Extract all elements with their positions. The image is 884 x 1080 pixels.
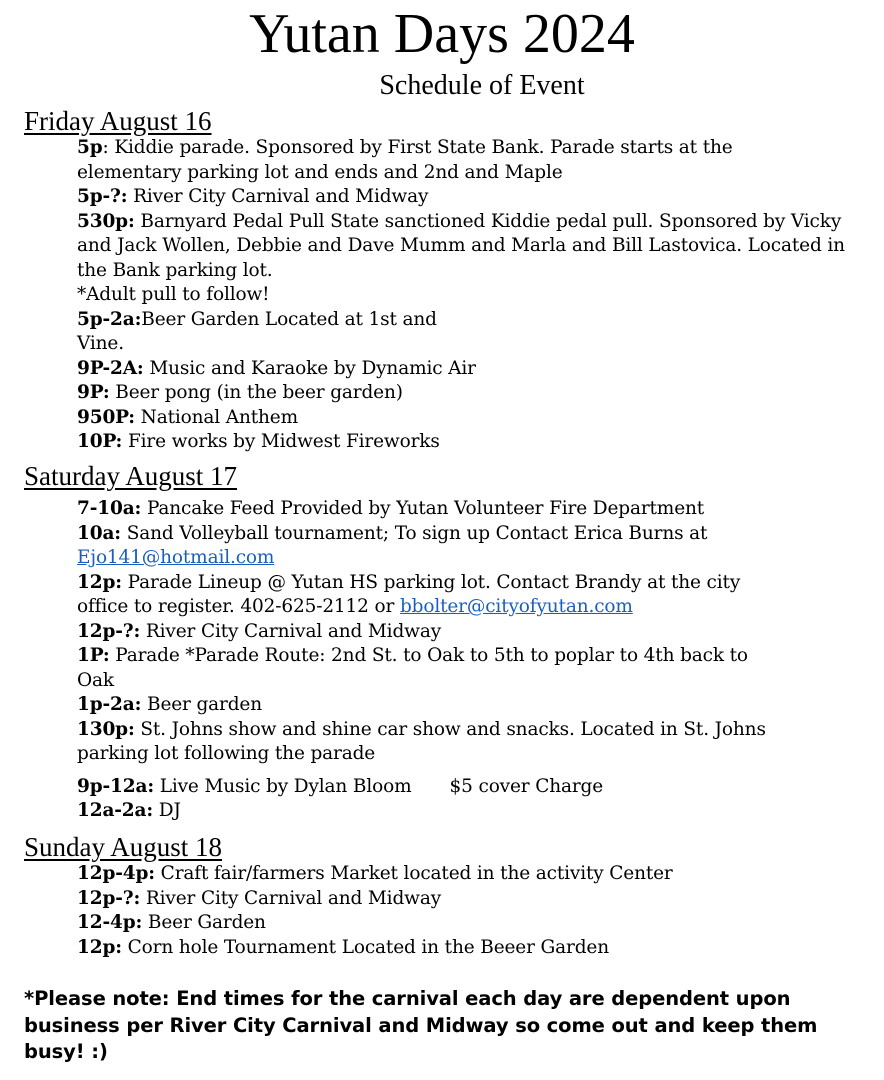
event-item [77,862,867,887]
event-item [77,693,867,718]
event-item [77,644,777,693]
day-heading-friday: Friday August 16 [24,106,212,136]
event-list-sunday [77,862,867,960]
event-description: Beer garden [141,694,262,715]
event-time: 530p: [77,210,135,232]
event-item [77,911,867,936]
event-item [77,430,867,455]
event-item [77,185,867,210]
event-description: Beer Garden [142,912,266,933]
event-description: River City Carnival and Midway [127,186,429,207]
event-time: 1P: [77,645,110,666]
event-time: 12p: [77,571,122,593]
event-item [77,381,867,406]
event-description: DJ [153,800,181,821]
event-item [77,799,867,824]
event-description: River City Carnival and Midway [140,887,442,909]
event-item [77,887,867,912]
event-time: 5p [77,137,103,158]
event-item [77,936,867,961]
event-time: 130p: [77,718,135,740]
event-description: Parade Lineup @ Yutan HS parking lot. Contact Brandy at the city office to register. 402-625-2112 or [77,571,741,617]
day-heading-sunday: Sunday August 18 [24,832,223,862]
event-description: Beer Garden Located at 1st and Vine. [77,308,437,354]
event-time: 5p-2a: [77,308,142,330]
event-description: River City Carnival and Midway [140,620,442,642]
event-time: 12p-?: [77,887,141,909]
carnival-note: *Please note: End times for the carnival each day are dependent upon business per River City Carnival and Midway so come out and keep them busy! :) [24,987,818,1063]
event-description: National Anthem [134,406,298,428]
event-time: 9P-2A: [77,357,144,379]
event-description: Live Music by Dylan Bloom [154,775,412,797]
email-link-erica[interactable]: Ejo141@hotmail.com [77,547,275,568]
event-description: : Kiddie parade. Sponsored by First State Bank. Parade starts at the elementary parking lot and ends and 2nd and Maple [77,137,733,183]
event-time: 9p-12a: [77,775,154,797]
event-description: Beer pong (in the beer garden) [109,382,403,403]
event-item [77,497,867,522]
event-list-saturday [77,497,867,824]
event-description: Music and Karaoke by Dynamic Air [143,357,476,379]
event-time: 7-10a: [77,498,142,519]
event-time: 12p-4p: [77,863,155,884]
page-subtitle: Schedule of Event [379,70,585,101]
event-time: 12p: [77,936,122,958]
event-item [77,620,867,645]
event-item [77,775,867,800]
event-time: 5p-?: [77,186,128,207]
day-heading-saturday: Saturday August 17 [24,461,237,491]
event-item [77,571,777,620]
event-time: 9P: [77,382,110,403]
event-item [77,210,867,284]
event-time: 12-4p: [77,912,143,933]
event-time: 12p-?: [77,620,141,642]
email-link-brandy[interactable]: bbolter@cityofyutan.com [399,596,633,617]
event-time: 950P: [77,406,135,428]
event-list-friday [77,136,867,455]
event-description: Sand Volleyball tournament; To sign up Contact Erica Burns at [120,522,708,544]
event-time: 12a-2a: [77,800,154,821]
event-description: Parade *Parade Route: 2nd St. to Oak to 5th to poplar to 4th back to Oak [77,645,748,691]
event-item [77,406,867,431]
event-item [77,283,867,308]
event-description: St. Johns show and shine car show and snacks. Located in St. Johns parking lot following the parade [77,718,766,764]
event-description: Pancake Feed Provided by Yutan Volunteer Fire Department [141,498,705,519]
event-time: 10P: [77,431,123,452]
page-title: Yutan Days 2024 [249,3,635,65]
event-item [77,357,867,382]
event-description: *Adult pull to follow! [77,284,270,305]
event-item [77,308,457,357]
event-description: Fire works by Midwest Fireworks [122,431,440,452]
event-item [77,522,867,571]
event-item [77,718,807,767]
event-description: Corn hole Tournament Located in the Beeer Garden [121,936,609,958]
event-description: Barnyard Pedal Pull State sanctioned Kiddie pedal pull. Sponsored by Vicky and Jack Wollen, Debbie and Dave Mumm and Marla and Bill Lastovica. Located in the Bank parking lot. [77,210,845,281]
event-time: 10a: [77,522,121,544]
event-description: Craft fair/farmers Market located in the activity Center [154,863,673,884]
event-item [77,136,777,185]
event-cover-charge: $5 cover Charge [449,775,604,797]
event-time: 1p-2a: [77,694,142,715]
